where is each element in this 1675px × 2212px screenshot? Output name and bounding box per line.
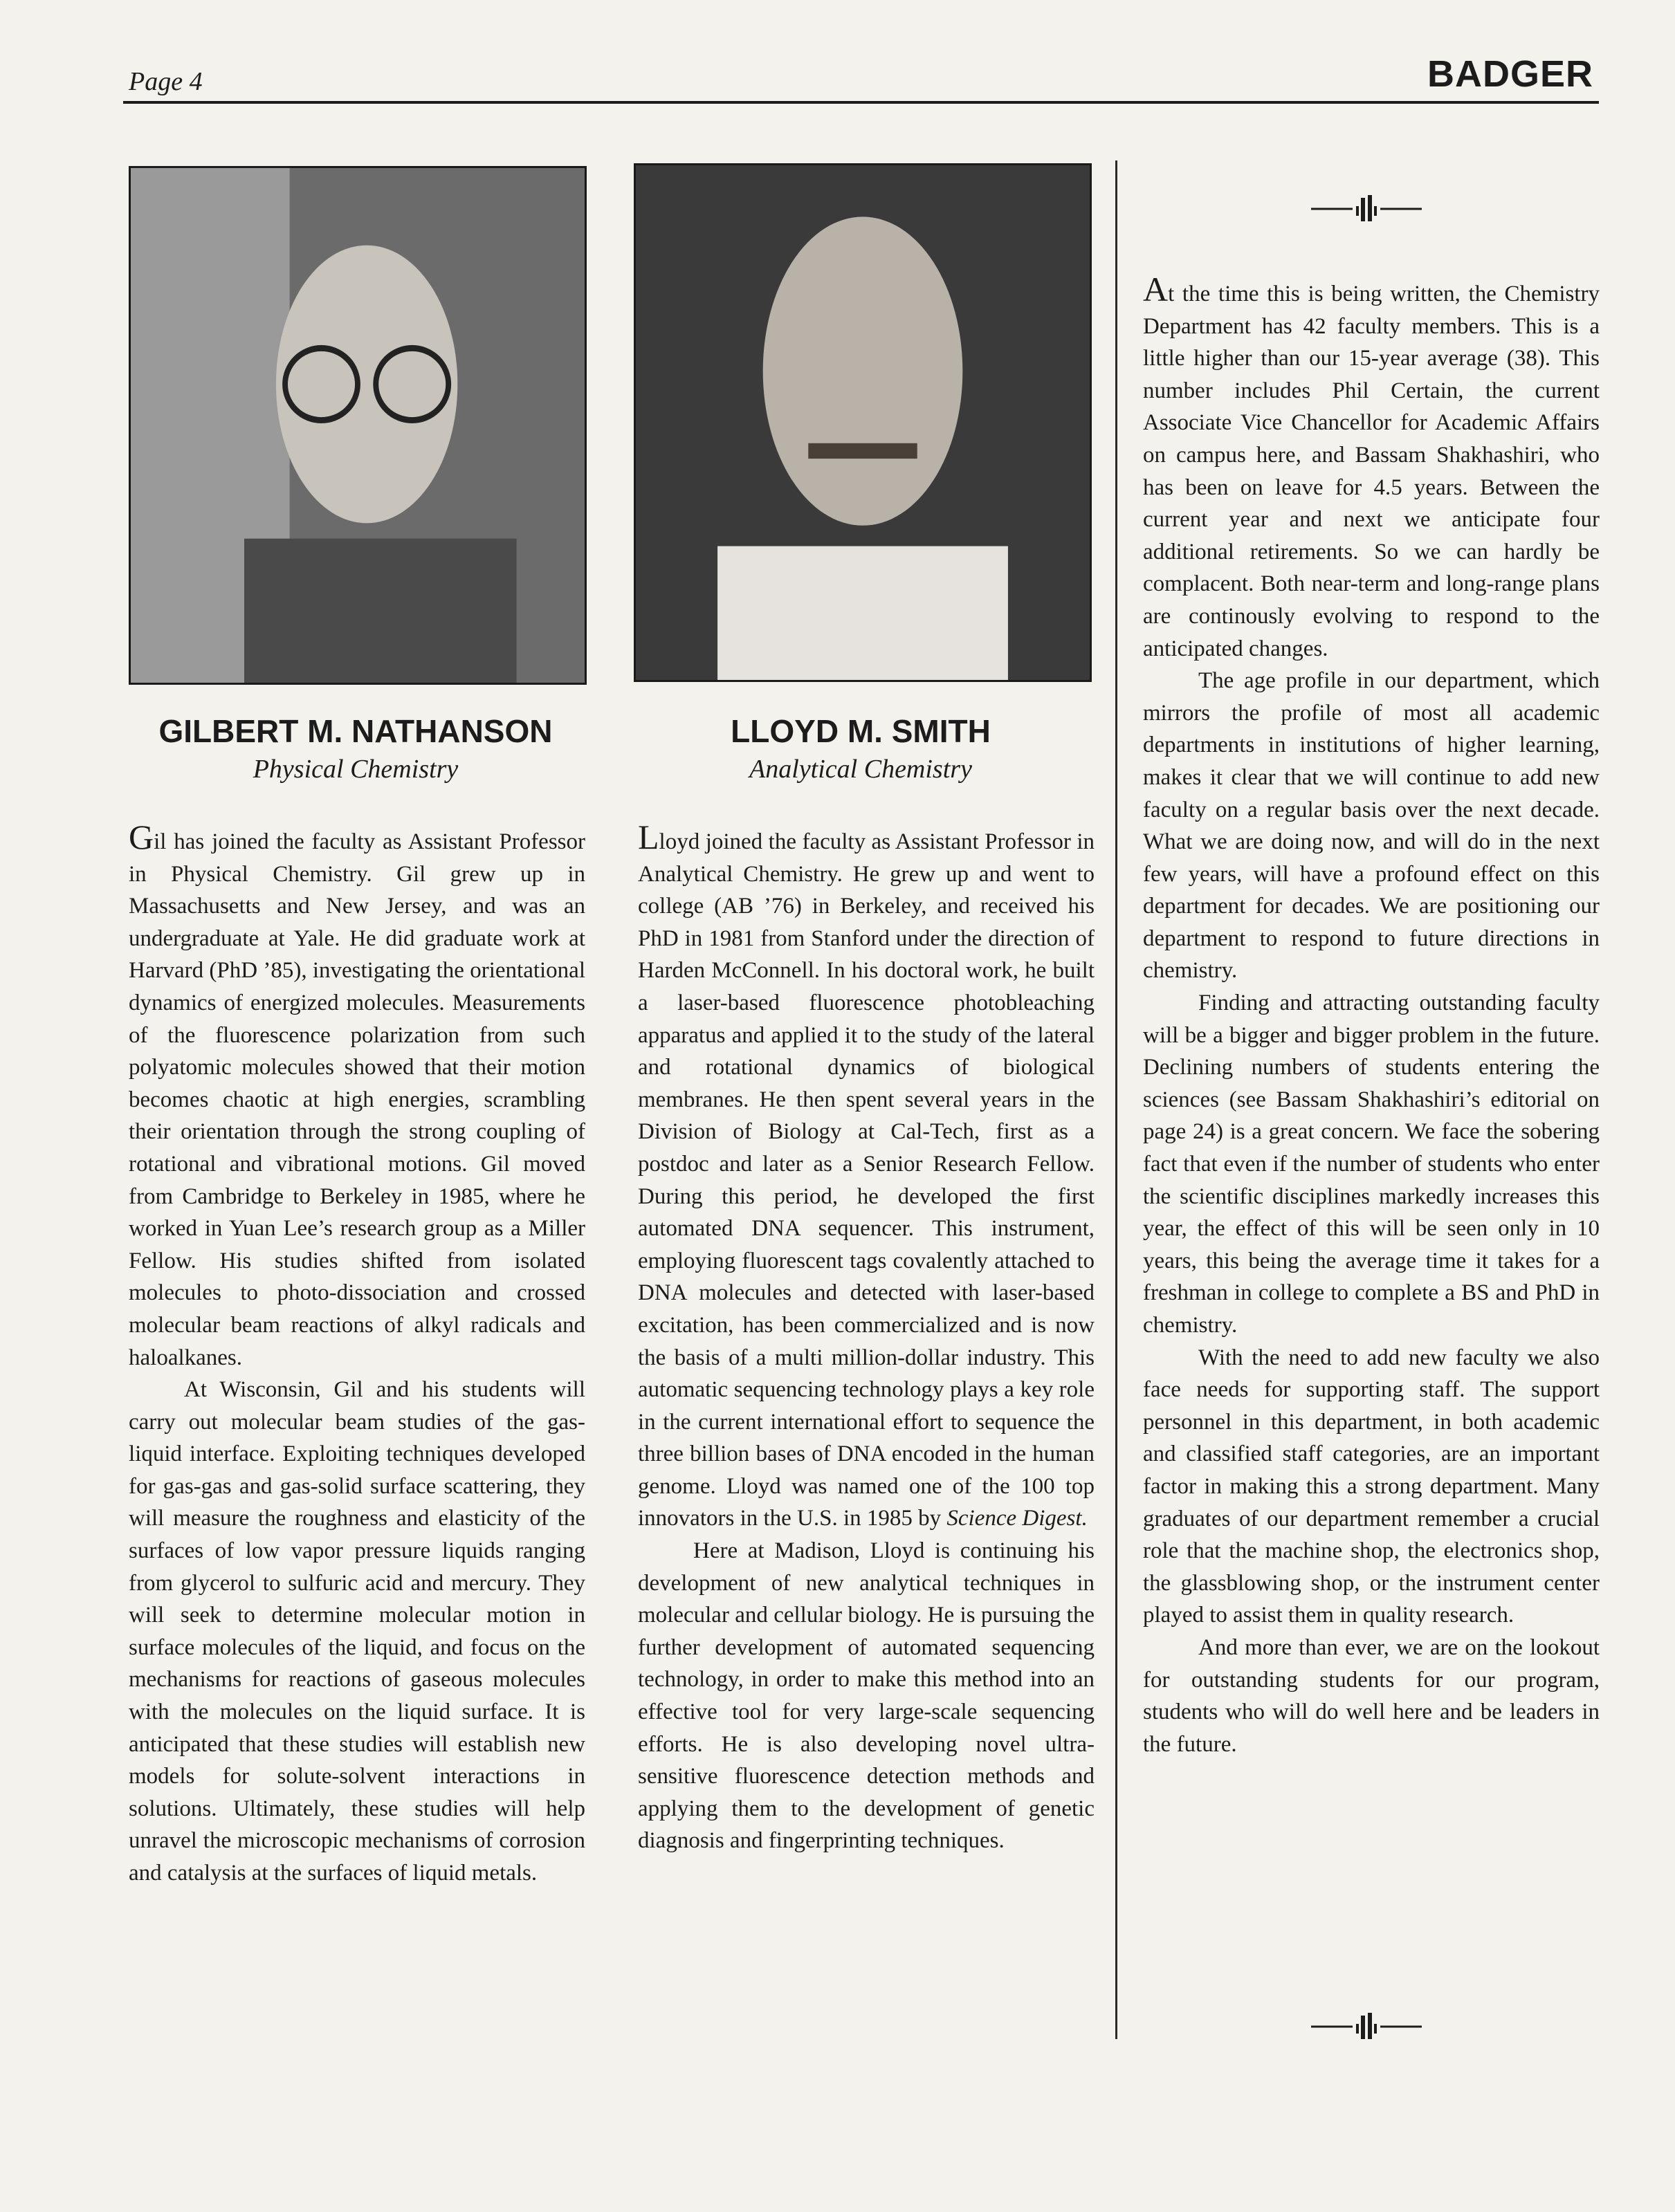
profile-name-nathanson: GILBERT M. NATHANSON bbox=[158, 713, 553, 749]
paragraph: Finding and attracting outstanding faculty will be a bigger and bigger problem in the future. Declining numbers of students entering the sciences (see Bassam Shakhashiri’s editorial on page 24) is a great concern. We face the sobering fact that even if the number of students who enter the scientific disciplines markedly increases this year, the effect of this will be seen only in 10 years, this being the average time it takes for a freshman in college to complete a BS and PhD in chemistry. bbox=[1143, 990, 1600, 1338]
paragraph: loyd joined the faculty as Assistant Professor in Analytical Chemistry. He grew up and went to college (AB ’76) in Berkeley, and received his PhD in 1981 from Stanford under the direction of Harden McConnell. In his doctoral work, he built a laser-based fluorescence photobleaching apparatus and applied it to the study of the lateral and rotational dynamics of biological membranes. He then spent several years in the Division of Biology at Cal-Tech, first as a postdoc and later as a Senior Research Fellow. During this period, he developed the first automated DNA sequencer. This instrument, employing fluorescent tags covalently attached to DNA molecules and detected with laser-based excitation, has been commercialized and is now the basis of a multi million-dollar industry. This automatic sequencing technology plays a key role in the current international effort to sequence the three billion bases of DNA encoded in the human genome. Lloyd was named one of the 100 top innovators in the U.S. in 1985 by bbox=[638, 829, 1095, 1531]
publication-name: Science Digest. bbox=[946, 1506, 1088, 1531]
profile-dept-nathanson: Physical Chemistry bbox=[253, 755, 459, 784]
profile-name-smith: LLOYD M. SMITH bbox=[731, 713, 991, 749]
badger-ornament-icon bbox=[1297, 2006, 1436, 2047]
paragraph: il has joined the faculty as Assistant Professor in Physical Chemistry. Gil grew up in Massachusetts and New Jersey, and was an undergraduate at Yale. He did graduate work at Harvard (PhD ’85), investigating the orientational dynamics of energized molecules. Measurements of the fluorescence polarization from such polyatomic molecules showed that their motion becomes chaotic at high energies, scrambling their orientation through the strong coupling of rotational and vibrational motions. Gil moved from Cambridge to Berkeley in 1985, where he worked in Yuan Lee’s research group as a Miller Fellow. His studies shifted from isolated molecules to photo-dissociation and crossed molecular beam reactions of alkyl radicals and haloalkanes. bbox=[129, 829, 585, 1370]
paragraph: And more than ever, we are on the lookout for outstanding students for our program, students who will do well here and be leaders in the future. bbox=[1143, 1634, 1600, 1757]
paragraph: Here at Madison, Lloyd is continuing his development of new analytical techniques in molecular and cellular biology. He is pursuing the further development of automated sequencing technology, in order to make this method into an effective tool for very large-scale sequencing efforts. He is also developing novel ultra-sensitive fluorescence detection methods and applying them to the development of genetic diagnosis and fingerprinting techniques. bbox=[638, 1538, 1095, 1854]
paragraph: At Wisconsin, Gil and his students will carry out molecular beam studies of the gas-liquid interface. Exploiting techniques developed for gas-gas and gas-solid surface scattering, they will measure the roughness and elasticity of the surfaces of low vapor pressure liquids ranging from glycerol to sulfuric acid and mercury. They will seek to determine molecular motion in surface molecules of the liquid, and focus on the mechanisms for reactions of gaseous molecules with the molecules on the liquid surface. It is anticipated that these studies will establish new models for solute-solvent interactions in solutions. Ultimately, these studies will help unravel the microscopic mechanisms of corrosion and catalysis at the surfaces of liquid metals. bbox=[129, 1377, 585, 1886]
publication-title: BADGER bbox=[1427, 53, 1593, 95]
drop-cap: L bbox=[638, 818, 659, 856]
portrait-photo-smith bbox=[634, 163, 1092, 682]
portrait-photo-nathanson bbox=[129, 166, 587, 685]
paragraph: t the time this is being written, the Chemistry Department has 42 faculty members. This is a little higher than our 15-year average (38). This number includes Phil Certain, the current Associate Vice Chancellor for Academic Affairs on campus here, and Bassam Shakhashiri, who has been on leave for 4.5 years. Between the current year and next we anticipate four additional retirements. So we can hardly be complacent. Both near-term and long-range plans are continously evolving to respond to the anticipated changes. bbox=[1143, 282, 1600, 661]
drop-cap: A bbox=[1143, 270, 1169, 308]
paragraph: With the need to add new faculty we also face needs for supporting staff. The support personnel in this department, in both academic and classified staff categories, are an important factor in making this a strong department. Many graduates of our department remember a crucial role that the machine shop, the electronics shop, the glassblowing shop, or the instrument center played to assist them in quality research. bbox=[1143, 1345, 1600, 1628]
header-rule bbox=[123, 101, 1599, 104]
badger-ornament-icon bbox=[1297, 188, 1436, 230]
paragraph: The age profile in our department, which mirrors the profile of most all academic departments in institutions of higher learning, makes it clear that we will continue to add new faculty on a regular basis over the next decade. What we are doing now, and will do in the next few years, will have a profound effect on this department for decades. We are positioning our department to respond to future directions in chemistry. bbox=[1143, 668, 1600, 984]
page-number: Page 4 bbox=[129, 67, 203, 96]
drop-cap: G bbox=[129, 818, 154, 856]
profile-body-smith bbox=[638, 818, 1095, 1857]
editorial-body bbox=[1143, 270, 1600, 1760]
profile-dept-smith: Analytical Chemistry bbox=[749, 755, 972, 784]
column-divider bbox=[1115, 160, 1117, 2039]
profile-body-nathanson bbox=[129, 818, 585, 1890]
